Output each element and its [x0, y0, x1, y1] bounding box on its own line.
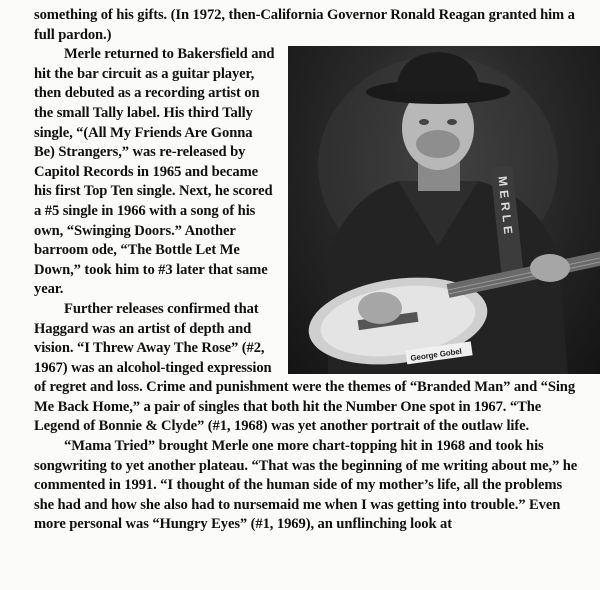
paragraph-3: Further releases confirmed that Haggard was an artist of depth and vision. “I Threw Away The Rose” (#2, 1967) was an alcohol-tinged expression of regret and loss. Crime and punishment were the themes of “Branded Man” and “Sing Me Back Home,” a pair of singles that both hit the Number One spot in 1967. “The Legend of Bonnie & Clyde” (#1, 1968) was yet another portrait of the outlaw life.	[34, 300, 576, 435]
paragraph-2: Merle returned to Bakersfield and hit the bar circuit as a guitar player, then debuted as a recording artist on the small Tally label. His third Tally single, “(All My Friends Are Gonna Be) Strangers,” was re-released by Capitol Records in 1965 and became his first Top Ten single. Next, he scored a #5 single in 1966 with a song of his own, “Swinging Doors.” Another barroom ode, “The Bottle Let Me Down,” took him to #3 later that same year.	[34, 46, 275, 298]
paragraph-1: something of his gifts. (In 1972, then-California Governor Ronald Reagan granted him a full pardon.)	[34, 7, 575, 43]
merle-haggard-photo	[288, 46, 600, 374]
guitar-label: George Gobel	[409, 346, 463, 364]
paragraph-4: “Mama Tried” brought Merle one more chart-topping hit in 1968 and took his songwriting to yet another plateau. “That was the beginning of me writing about me,” he commented in 1991. “I thought of the human side of my mother’s life, all the problems she had and how she also had to nursemaid me when I was getting into trouble.” Even more personal was “Hungry Eyes” (#1, 1969), an unflinching look at	[34, 438, 578, 533]
photo-illustration	[288, 46, 600, 374]
article-text	[34, 6, 578, 535]
shirt-lettering: MERLE	[495, 175, 516, 239]
